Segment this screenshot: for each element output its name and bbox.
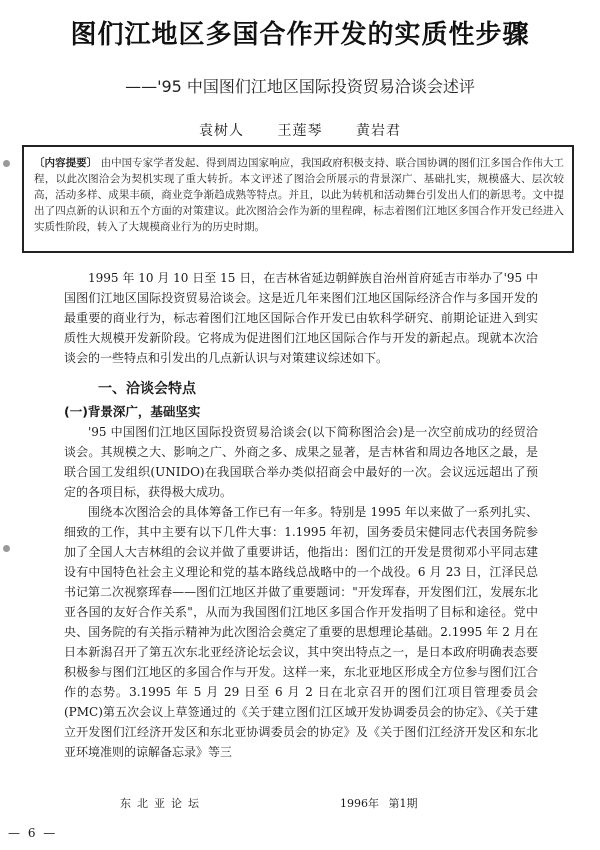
abstract — [34, 155, 564, 235]
subsection-heading: (一)背景深广，基础坚实 — [64, 404, 201, 419]
intro-paragraph — [64, 268, 538, 368]
issue-year: 1996年 — [340, 797, 379, 810]
issue-number: 第1期 — [388, 797, 418, 810]
binding-hole — [3, 160, 10, 167]
binding-hole — [3, 545, 10, 552]
paragraph: '95 中国图们江地区国际投资贸易洽谈会(以下简称图洽会)是一次空前成功的经贸洽谈会。其规模之大、影响之广、外商之多、成果之显著，是吉林省和周边各地区之最，是联合国工发组织(UNIDO)在我国联合举办类似招商会中最好的一次。会议远远超出了预定的各项目标，获得极大成功。 — [64, 425, 538, 499]
abstract-label: 〔内容提要〕 — [34, 157, 98, 169]
issue-info — [340, 795, 424, 811]
paragraph: 1995 年 10 月 10 日至 15 日，在吉林省延边朝鲜族自治州首府延吉市举办了'95 中国图们江地区国际投资贸易洽谈会。这是近几年来图们江地区国际经济合作与多国开发的最重要的商业行为，标志着图们江地区国际合作开发已由软科学研究、前期论证进入到实质性大规模开发新阶段。它将成为促进图们江地区国际合作与开发的新起点。现就本次洽谈会的一些特点和引发出的几点新认识与对策建议综述如下。 — [64, 271, 538, 365]
author-name: 袁树人 — [199, 123, 245, 139]
page-number: — 6 — — [8, 826, 58, 840]
section-body — [64, 422, 538, 762]
paragraph: 围绕本次图洽会的具体筹备工作已有一年多。特别是 1995 年以来做了一系列扎实、细致的工作，其中主要有以下几件大事：1.1995 年初，国务委员宋健同志代表国务院参加了全国人大吉林组的会议并做了重要讲话，他指出：图们江的开发是贯彻邓小平同志建设有中国特色社会主义理论和党的基本路线总战略中的一个战役。6 月 23 日，江泽民总书记第二次视察珲春——图们江地区并做了重要题词："开发珲春，开发图们江，发展东北亚各国的友好合作关系"，从而为我国图们江地区多国合作开发指明了目标和途径。党中央、国务院的有关指示精神为此次图洽会奠定了重要的思想理论基础。2.1995 年 2 月在日本新潟召开了第五次东北亚经济论坛会议，其中突出特点之一，是日本政府明确表态要积极参与图们江地区的多国合作与开发。这样一来，东北亚地区形成全方位参与图们江合作的态势。3.1995 年 5 月 29 日至 6 月 2 日在北京召开的图们江项目管理委员会(PMC)第五次会议上草签通过的《关于建立图们江区域开发协调委员会的协定》、《关于建立开发图们江经济开发区和东北亚协调委员会的协定》及《关于图们江经济开发区和东北亚环境准则的谅解备忘录》等三 — [64, 505, 538, 759]
article-subtitle: ——'95 中国图们江地区国际投资贸易洽谈会述评 — [125, 77, 475, 96]
section-heading: 一、洽谈会特点 — [98, 381, 196, 397]
abstract-text: 由中国专家学者发起、得到周边国家响应，我国政府积极支持、联合国协调的图们江多国合作伟大工程，以此次图洽会为契机实现了重大转折。本文评述了图洽会所展示的背景深广、基础扎实，规模盛大、层次较高，活动多样、成果丰硕，商业竞争渐趋成熟等特点。并且，以此为转机和活动舞台引发出人们的新思考。文中提出了四点新的认识和五个方面的对策建议。此次图洽会作为新的里程碑，标志着图们江地区多国合作开发已经进入实质性阶段，转入了大规模商业行为的历史时期。 — [34, 157, 565, 233]
author-name: 黄岩君 — [355, 123, 401, 139]
author-list — [0, 120, 600, 140]
journal-name: 东北亚论坛 — [120, 797, 205, 810]
author-name: 王莲琴 — [277, 123, 323, 139]
article-title: 图们江地区多国合作开发的实质性步骤 — [70, 20, 530, 50]
